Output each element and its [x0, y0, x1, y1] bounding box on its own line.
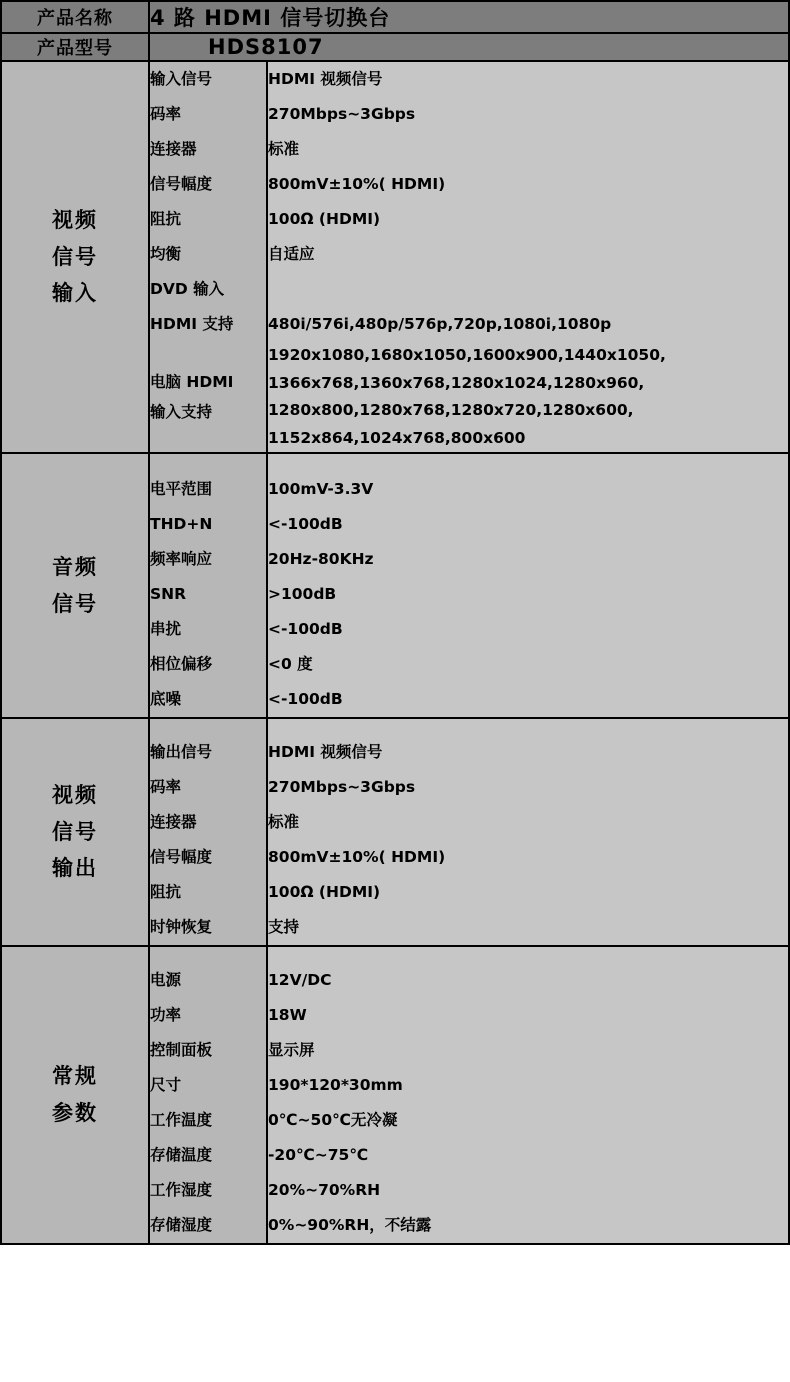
product-name-value: 4 路 HDMI 信号切换台 — [149, 1, 789, 33]
param-value: 标准 — [268, 813, 300, 831]
section-title-line: 信号 — [52, 819, 98, 844]
value-column-general — [267, 946, 789, 1244]
product-model-row — [1, 33, 789, 61]
section-title-line: 参数 — [52, 1101, 98, 1125]
param-label: 频率响应 — [150, 550, 213, 568]
param-label: 连接器 — [150, 140, 197, 158]
param-label-line: 输入支持 — [150, 403, 213, 421]
product-name-row — [1, 1, 789, 33]
param-label: 电平范围 — [150, 480, 213, 498]
param-value: 270Mbps~3Gbps — [268, 778, 416, 796]
param-label: 时钟恢复 — [150, 918, 213, 936]
param-value: 显示屏 — [268, 1041, 315, 1059]
spacer — [268, 719, 788, 735]
param-value — [268, 272, 788, 307]
section-row-video-output — [1, 718, 789, 946]
param-label: 连接器 — [150, 813, 197, 831]
section-row-video-input — [1, 61, 789, 453]
section-title-line: 输出 — [52, 856, 98, 881]
param-label: 均衡 — [150, 245, 182, 263]
param-label: SNR — [150, 585, 187, 603]
section-title-video-input — [1, 61, 149, 453]
param-label: 尺寸 — [150, 1076, 182, 1094]
param-value: <-100dB — [268, 690, 343, 708]
param-value: 12V/DC — [268, 971, 332, 989]
param-value-line: 1366x768,1360x768,1280x1024,1280x960, — [268, 373, 645, 392]
product-model-value: HDS8107 — [149, 33, 789, 61]
param-value: 800mV±10%( HDMI) — [268, 175, 446, 193]
section-title-line: 输入 — [52, 281, 98, 306]
param-label: THD+N — [150, 515, 213, 533]
param-label: 底噪 — [150, 690, 182, 708]
param-label: 存储温度 — [150, 1146, 213, 1164]
param-label: 阻抗 — [150, 883, 182, 901]
param-label: 输入信号 — [150, 70, 213, 88]
param-value: 18W — [268, 1006, 307, 1024]
param-value: -20℃~75℃ — [268, 1146, 369, 1164]
param-value: 自适应 — [268, 245, 315, 263]
section-title-line: 视频 — [52, 207, 98, 232]
param-label: 码率 — [150, 105, 182, 123]
param-value-multiline — [268, 342, 788, 452]
param-value-line: 1280x800,1280x768,1280x720,1280x600, — [268, 401, 634, 419]
section-title-general — [1, 946, 149, 1244]
spacer — [268, 947, 788, 963]
section-title-line: 常规 — [52, 1064, 98, 1089]
param-column-video-input — [149, 61, 267, 453]
param-label: 控制面板 — [150, 1041, 213, 1059]
param-value: 20%~70%RH — [268, 1181, 381, 1199]
param-value: 标准 — [268, 140, 300, 158]
param-value: <0 度 — [268, 655, 313, 673]
param-label: 输出信号 — [150, 743, 213, 761]
param-label: 串扰 — [150, 620, 182, 638]
param-label: 存储湿度 — [150, 1216, 213, 1234]
param-label-multiline — [150, 342, 266, 452]
param-value: 100Ω (HDMI) — [268, 883, 381, 901]
param-value: 0℃~50℃无冷凝 — [268, 1111, 398, 1129]
section-row-general — [1, 946, 789, 1244]
param-label-line: 电脑 HDMI — [150, 373, 234, 391]
spacer — [150, 454, 266, 472]
section-title-line: 视频 — [52, 782, 98, 807]
spacer — [268, 454, 788, 472]
section-title-line: 信号 — [52, 244, 98, 269]
param-value: 800mV±10%( HDMI) — [268, 848, 446, 866]
param-value-line: 1152x864,1024x768,800x600 — [268, 428, 526, 447]
param-label: 电源 — [150, 971, 182, 989]
section-title-line: 音频 — [52, 554, 98, 579]
param-label: 信号幅度 — [150, 848, 213, 866]
param-value: 190*120*30mm — [268, 1076, 403, 1094]
value-column-audio-signal — [267, 453, 789, 718]
param-column-video-output — [149, 718, 267, 946]
param-value: 支持 — [268, 918, 300, 936]
param-label: 信号幅度 — [150, 175, 213, 193]
param-label: 工作温度 — [150, 1111, 213, 1129]
param-value: 100mV-3.3V — [268, 480, 374, 498]
spacer — [150, 719, 266, 735]
param-value: 100Ω (HDMI) — [268, 210, 381, 228]
section-title-audio-signal — [1, 453, 149, 718]
product-name-label: 产品名称 — [1, 1, 149, 33]
param-value: <-100dB — [268, 515, 343, 533]
param-label: 工作湿度 — [150, 1181, 213, 1199]
param-value: 270Mbps~3Gbps — [268, 105, 416, 123]
param-value: HDMI 视频信号 — [268, 743, 383, 761]
section-title-line: 信号 — [52, 591, 98, 616]
section-title-video-output — [1, 718, 149, 946]
param-label: 相位偏移 — [150, 655, 213, 673]
param-label: DVD 输入 — [150, 280, 225, 298]
param-column-audio-signal — [149, 453, 267, 718]
param-value-line: 1920x1080,1680x1050,1600x900,1440x1050, — [268, 346, 666, 364]
param-label: 码率 — [150, 778, 182, 796]
param-value: 20Hz-80KHz — [268, 550, 374, 568]
param-value: >100dB — [268, 585, 337, 603]
param-label: 功率 — [150, 1006, 182, 1024]
section-row-audio-signal — [1, 453, 789, 718]
param-value: <-100dB — [268, 620, 343, 638]
param-value: 0%~90%RH，不结露 — [268, 1216, 432, 1234]
product-model-label: 产品型号 — [1, 33, 149, 61]
param-label: HDMI 支持 — [150, 315, 234, 333]
value-column-video-input — [267, 61, 789, 453]
spacer — [150, 947, 266, 963]
param-value: HDMI 视频信号 — [268, 70, 383, 88]
param-label: 阻抗 — [150, 210, 182, 228]
param-column-general — [149, 946, 267, 1244]
param-value: 480i/576i,480p/576p,720p,1080i,1080p — [268, 315, 612, 333]
value-column-video-output — [267, 718, 789, 946]
